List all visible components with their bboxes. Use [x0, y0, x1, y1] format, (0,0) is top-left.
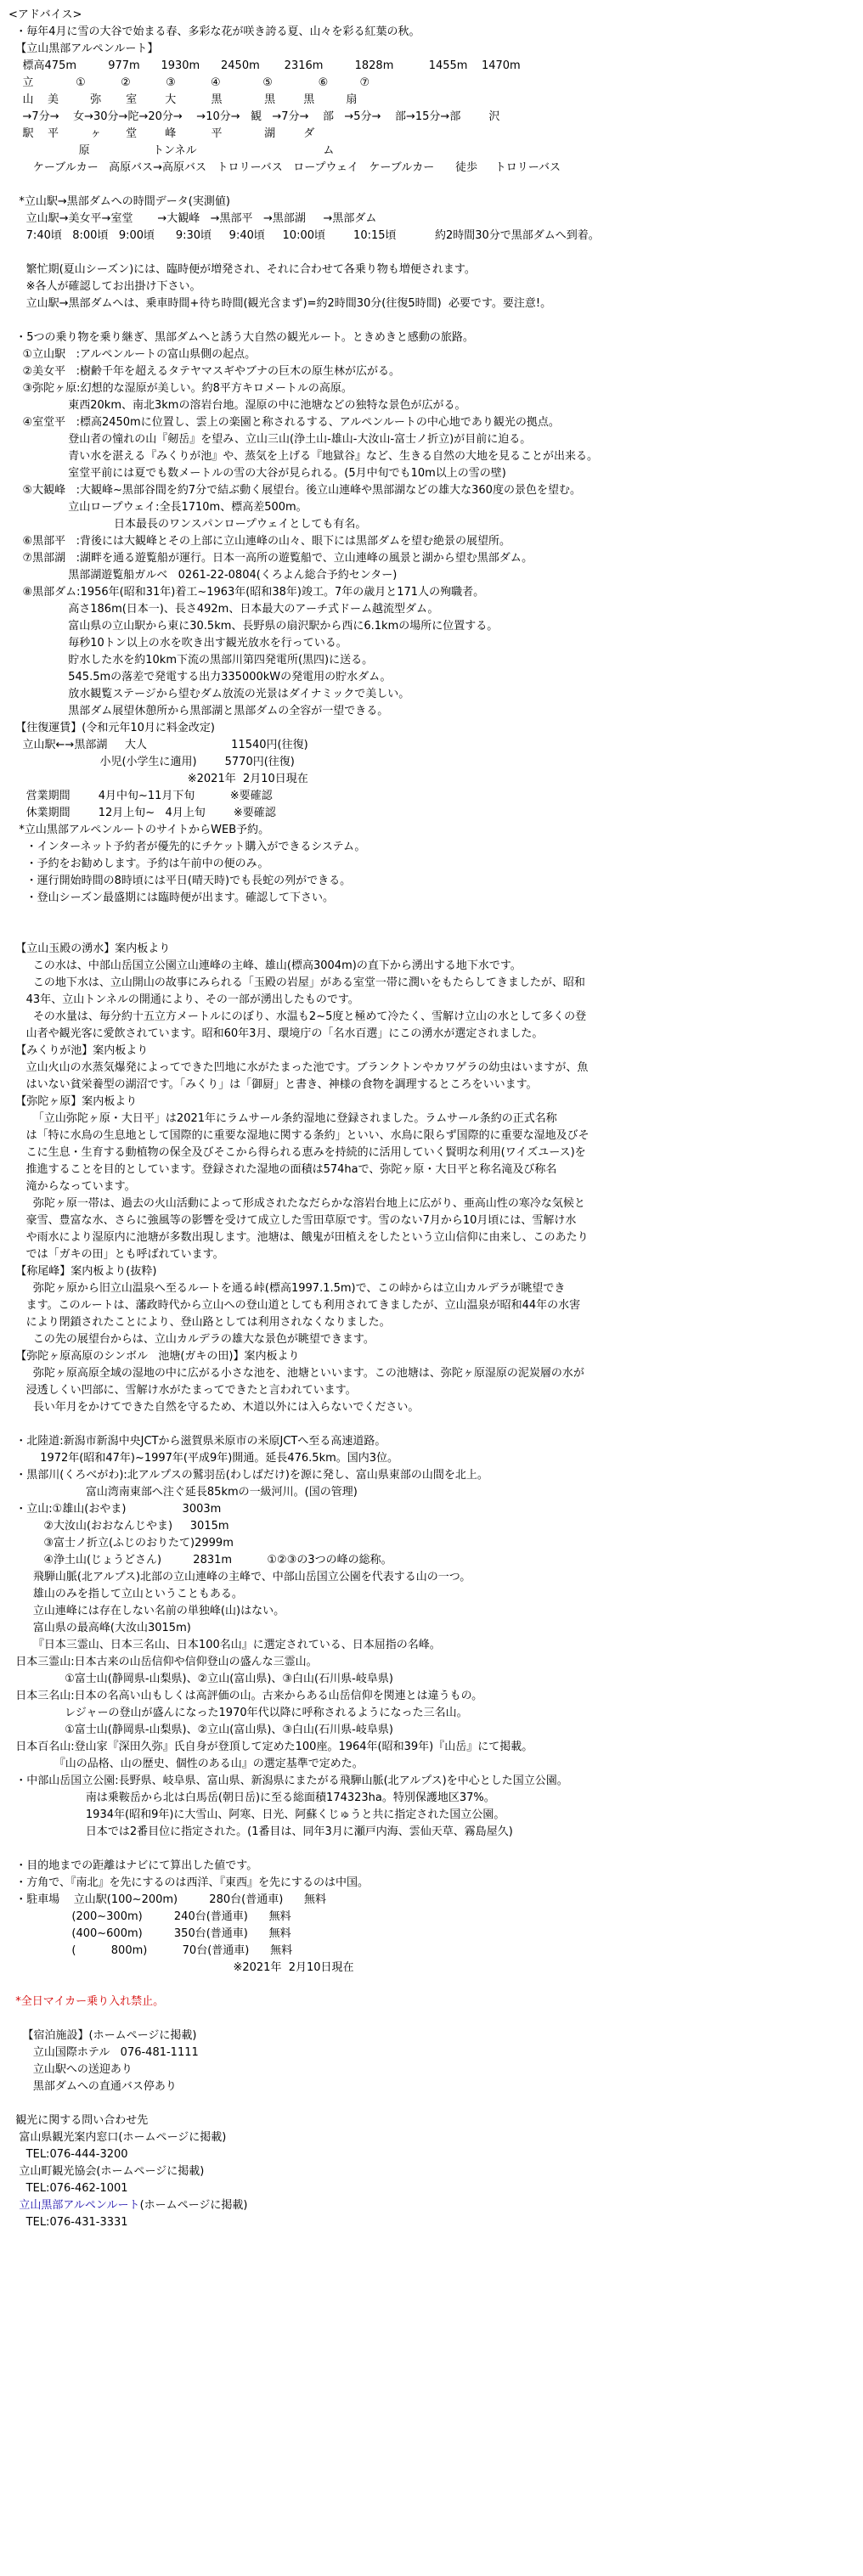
- line-text: ・黒部川(くろべがわ):北アルプスの鷲羽岳(わしばだけ)を源に発し、富山県東部の山間を北上。: [8, 1469, 488, 1482]
- line-text: 室堂平前には夏でも数メートルの雪の大谷が見られる。(5月中旬でも10m以上の雪の壁): [8, 467, 506, 480]
- line-text: 毎秒10トン以上の水を吹き出す観光放水を行っている。: [8, 637, 347, 650]
- text-line: [8, 822, 855, 839]
- line-text: 【立山黒部アルペンルート】: [8, 42, 159, 55]
- text-line: [8, 194, 855, 211]
- line-text: ・インターネット予約者が優先的にチケット購入ができるシステム。: [8, 841, 366, 853]
- text-line: [8, 1229, 855, 1246]
- line-text: ・予約をお勧めします。予約は午前中の便のみ。: [8, 858, 269, 870]
- text-line: [8, 550, 855, 567]
- line-text: (200~300m) 240台(普通車) 無料: [8, 1910, 291, 1923]
- line-text: *全日マイカー乗り入れ禁止。: [8, 1995, 165, 2008]
- line-text: ケーブルカー 高原バス→高原バス トロリーバス ロープウェイ ケーブルカー 徒歩 トロリーバス: [8, 161, 561, 174]
- text-line: [8, 1739, 855, 1756]
- text-line: [8, 805, 855, 822]
- text-line: [8, 1467, 855, 1484]
- text-line: [8, 431, 855, 448]
- line-text: 黒部湖遊覧船ガルベ 0261-22-0804(くろよん総合予約センター): [8, 569, 398, 582]
- line-text: ②美女平 :樹齢千年を超えるタテヤマスギやブナの巨木の原生林が広がる。: [8, 365, 400, 378]
- line-text: 『山の品格、山の歴史、個性のある山』の選定基準で定めた。: [8, 1758, 364, 1770]
- line-text: 立山国際ホテル 076-481-1111: [8, 2046, 199, 2059]
- text-line: [8, 2011, 855, 2028]
- text-line: [8, 2129, 855, 2146]
- text-line: [8, 1773, 855, 1790]
- text-line: [8, 499, 855, 516]
- text-line: [8, 567, 855, 584]
- text-line: [8, 228, 855, 245]
- text-line: [8, 2095, 855, 2112]
- line-text: ・中部山岳国立公園:長野県、岐阜県、富山県、新潟県にまたがる飛騨山脈(北アルプス)を中心とした国立公園。: [8, 1775, 568, 1787]
- line-text: 日本では2番目位に指定された。(1番目は、同年3月に瀬戸内海、雲仙天草、霧島屋久): [8, 1825, 513, 1838]
- text-line: [8, 126, 855, 143]
- text-line: [8, 160, 855, 177]
- text-line: [8, 177, 855, 194]
- line-text: ます。このルートは、藩政時代から立山への登山道としても利用されてきましたが、立山温泉が昭和44年の水害: [8, 1299, 581, 1312]
- line-text: 7:40頃 8:00頃 9:00頃 9:30頃 9:40頃 10:00頃 10:15頃 約2時間30分で黒部ダムへ到着。: [8, 229, 600, 242]
- text-line: [8, 1450, 855, 1467]
- text-line: [8, 1586, 855, 1603]
- line-text: 山者や観光客に愛飲されています。昭和60年3月、環境庁の「名水百選」にこの湧水が選定されました。: [8, 1027, 544, 1040]
- line-text: 立山駅→黒部ダムへは、乗車時間+待ち時間(観光含まず)=約2時間30分(往復5時間) 必要です。要注意!。: [8, 297, 552, 310]
- text-line: [8, 2044, 855, 2061]
- line-text: 【弥陀ヶ原高原のシンボル 池塘(ガキの田)】案内板より: [8, 1350, 300, 1363]
- text-line: [8, 1994, 855, 2011]
- text-line: [8, 414, 855, 431]
- line-text: 長い年月をかけてできた自然を守るため、木道以外には入らないでください。: [8, 1401, 420, 1414]
- line-text: 山 美 弥 室 大 黒 黒 黒 扇: [8, 93, 358, 106]
- line-text: 立山火山の水蒸気爆発によってできた凹地に水がたまった池です。ブランクトンやカワゲラの幼虫はいますが、魚: [8, 1061, 589, 1074]
- line-suffix: (ホームページに掲載): [139, 2199, 248, 2212]
- text-line: [8, 890, 855, 907]
- line-text: 43年、立山トンネルの開通により、その一部が湧出したものです。: [8, 993, 359, 1006]
- line-text: 推進することを目的としています。登録された湿地の面積は574haで、弥陀ヶ原・大日平と称名滝及び称名: [8, 1163, 557, 1176]
- line-text: ①富士山(静岡県-山梨県)、②立山(富山県)、③白山(石川県-岐阜県): [8, 1673, 393, 1685]
- text-line: [8, 1620, 855, 1637]
- line-text: TEL:076-462-1001: [8, 2182, 128, 2195]
- line-text: 弥陀ヶ原高原全域の湿地の中に広がる小さな池を、池塘といいます。この池塘は、弥陀ヶ原湿原の泥炭層の水が: [8, 1367, 584, 1380]
- line-text: はいない貧栄養型の湖沼です。「みくり」は「御厨」と書き、神様の食物を調理するところをいいます。: [8, 1078, 538, 1091]
- text-line: [8, 278, 855, 295]
- text-line: [8, 2197, 855, 2214]
- text-line: [8, 584, 855, 601]
- line-text: その水量は、毎分約十五立方メートルにのぼり、水温も2~5度と極めて冷たく、雪解け立山の水として多くの登: [8, 1010, 587, 1023]
- text-line: [8, 924, 855, 941]
- text-line: [8, 1858, 855, 1875]
- line-text: 545.5mの落差で発電する出力335000kWの発電用の貯水ダム。: [8, 671, 392, 683]
- text-line: [8, 703, 855, 720]
- text-line: [8, 2078, 855, 2095]
- text-line: [8, 1433, 855, 1450]
- text-line: [8, 1569, 855, 1586]
- text-line: [8, 2163, 855, 2180]
- line-text: 繁忙期(夏山シーズン)には、臨時便が増発され、それに合わせて各乗り物も増便されます。: [8, 263, 476, 276]
- line-text: *立山駅→黒部ダムへの時間データ(実測値): [8, 195, 230, 208]
- text-line: [8, 1943, 855, 1960]
- line-text: (400~600m) 350台(普通車) 無料: [8, 1927, 291, 1940]
- line-text: は「特に水鳥の生息地として国際的に重要な湿地に関する条約」といい、水鳥に限らず国際的に重要な湿地及びそ: [8, 1129, 589, 1142]
- line-text: 【宿泊施設】(ホームページに掲載): [8, 2029, 197, 2042]
- line-text: 営業期間 4月中旬~11月下旬 ※要確認: [8, 790, 273, 802]
- line-text: レジャーの登山が盛んになった1970年代以降に呼称されるようになった三名山。: [8, 1707, 468, 1719]
- text-line: [8, 1331, 855, 1348]
- line-text: 浸透しくい凹部に、雪解け水がたまってできたと言われています。: [8, 1384, 357, 1397]
- line-text: ⑤大観峰 :大観峰~黒部谷間を約7分で結ぶ動く展望台。後立山連峰や黒部湖などの雄大な360度の景色を望む。: [8, 484, 581, 497]
- text-line: [8, 1263, 855, 1280]
- line-text: 富山県の最高峰(大汝山3015m): [8, 1622, 191, 1634]
- text-line: [8, 669, 855, 686]
- line-text: 観光に関する問い合わせ先: [8, 2114, 149, 2127]
- line-text: 【立山玉殿の湧水】案内板より: [8, 942, 171, 955]
- text-line: [8, 2146, 855, 2163]
- line-text: 原 トンネル ム: [8, 144, 335, 157]
- line-text: 立山駅への送迎あり: [8, 2063, 133, 2076]
- text-line: [8, 2180, 855, 2197]
- text-line: [8, 211, 855, 228]
- text-line: [8, 618, 855, 635]
- text-line: [8, 1399, 855, 1416]
- text-line: [8, 992, 855, 1009]
- line-text: 休業期間 12月上旬~ 4月上旬 ※要確認: [8, 807, 276, 819]
- line-text: 南は乗鞍岳から北は白馬岳(朝日岳)に至る総面積174323ha。特別保護地区37%。: [8, 1791, 495, 1804]
- text-line: [8, 380, 855, 397]
- line-text: 富山湾南東部へ注ぐ延長85kmの一級河川。(国の管理): [8, 1486, 358, 1499]
- text-line: [8, 245, 855, 262]
- line-text: ①富士山(静岡県-山梨県)、②立山(富山県)、③白山(石川県-岐阜県): [8, 1724, 393, 1736]
- line-text: により閉鎖されたことにより、登山路としては利用されなくなりました。: [8, 1316, 391, 1329]
- text-line: [8, 2028, 855, 2044]
- text-line: [8, 1671, 855, 1688]
- text-line: [8, 1060, 855, 1077]
- line-text: 【称尾峰】案内板より(抜粋): [8, 1265, 157, 1278]
- line-text: <アドバイス>: [8, 8, 82, 21]
- text-line: [8, 1501, 855, 1518]
- line-text: ③富士ノ折立(ふじのおりたて)2999m: [8, 1537, 234, 1550]
- text-line: [8, 720, 855, 737]
- text-line: [8, 1654, 855, 1671]
- text-line: [8, 754, 855, 771]
- text-line: [8, 1807, 855, 1824]
- line-text: では「ガキの田」とも呼ばれています。: [8, 1248, 224, 1261]
- text-line: [8, 1977, 855, 1994]
- text-line: [8, 771, 855, 788]
- line-text: 「立山弥陀ヶ原・大日平」は2021年にラムサール条約湿地に登録されました。ラムサール条約の正式名称: [8, 1112, 557, 1125]
- line-text: 飛騨山脈(北アルプス)北部の立山連峰の主峰で、中部山岳国立公園を代表する山の一つ。: [8, 1571, 471, 1583]
- text-line: [8, 2112, 855, 2129]
- text-line: [8, 1145, 855, 1161]
- line-text: ①立山駅 :アルペンルートの富山県側の起点。: [8, 348, 257, 361]
- text-line: [8, 1094, 855, 1111]
- line-text: 日本最長のワンスパンロープウェイとしても有名。: [8, 518, 367, 531]
- line-text: 東西20km、南北3kmの溶岩台地。湿原の中に池塘などの独特な景色が広がる。: [8, 399, 466, 412]
- alpine-route-link[interactable]: 立山黒部アルペンルート: [8, 2199, 140, 2212]
- text-line: [8, 312, 855, 329]
- text-line: [8, 635, 855, 652]
- text-line: [8, 601, 855, 618]
- line-text: 豪雪、豊富な水、さらに強風等の影響を受けて成立した雪田草原です。雪のない7月から10月頃には、雪解け水: [8, 1214, 577, 1227]
- line-text: 滝からなっています。: [8, 1180, 136, 1193]
- line-text: 【往復運賃】(令和元年10月に料金改定): [8, 722, 215, 734]
- text-line: [8, 686, 855, 703]
- text-line: [8, 1314, 855, 1331]
- line-text: ④室堂平 :標高2450mに位置し、雲上の楽園と称されるする、アルペンルートの中心地であり観光の拠点。: [8, 416, 560, 429]
- line-text: ・駐車場 立山駅(100~200m) 280台(普通車) 無料: [8, 1893, 327, 1906]
- line-text: 日本三霊山:日本古来の山岳信仰や信仰登山の盛んな三霊山。: [8, 1656, 318, 1668]
- line-text: こに生息・生育する動植物の保全及びそこから得られる恵みを持続的に活用していく賢明な利用(ワイズユース)を: [8, 1146, 586, 1159]
- line-text: この地下水は、立山開山の故事にみられる「玉殿の岩屋」がある室堂一帯に潤いをもたらしてきましたが、昭和: [8, 976, 585, 989]
- text-line: [8, 1756, 855, 1773]
- line-text: 富山県観光案内窓口(ホームページに掲載): [8, 2131, 227, 2144]
- line-text: ⑥黒部平 :背後には大観峰とその上部に立山連峰の山々、眼下には黒部ダムを望む絶景の展望所。: [8, 535, 510, 548]
- text-line: [8, 958, 855, 975]
- text-line: [8, 75, 855, 92]
- line-text: ( 800m) 70台(普通車) 無料: [8, 1944, 293, 1957]
- text-line: [8, 873, 855, 890]
- line-text: ・登山シーズン最盛期には臨時便が出ます。確認して下さい。: [8, 891, 334, 904]
- text-line: [8, 2061, 855, 2078]
- line-text: 駅 平 ヶ 堂 峰 平 湖 ダ: [8, 127, 315, 140]
- text-line: [8, 856, 855, 873]
- line-text: ・立山:①雄山(おやま) 3003m: [8, 1503, 222, 1516]
- line-text: ⑦黒部湖 :湖畔を通る遊覧船が運行。日本一高所の遊覧船で、立山連峰の風景と湖から望む黒部ダム。: [8, 552, 533, 565]
- text-line: [8, 1637, 855, 1654]
- text-line: [8, 465, 855, 482]
- text-line: [8, 1705, 855, 1722]
- text-line: [8, 482, 855, 499]
- line-text: ・運行開始時間の8時頃には平日(晴天時)でも長蛇の列ができる。: [8, 875, 352, 887]
- text-line: [8, 363, 855, 380]
- text-line: [8, 1909, 855, 1926]
- text-line: [8, 1603, 855, 1620]
- text-line: [8, 109, 855, 126]
- line-text: ③弥陀ヶ原:幻想的な湿原が美しい。約8平方キロメートルの高原。: [8, 382, 353, 395]
- text-line: [8, 295, 855, 312]
- line-text: ・目的地までの距離はナビにて算出した値です。: [8, 1859, 258, 1872]
- line-text: 日本百名山:登山家『深田久弥』氏自身が登頂して定めた100座。1964年(昭和39年)『山岳』にて掲載。: [8, 1741, 533, 1753]
- text-line: [8, 1824, 855, 1841]
- text-line: [8, 737, 855, 754]
- line-text: 1972年(昭和47年)~1997年(平成9年)開通。延長476.5km。国内3位。: [8, 1452, 399, 1465]
- line-text: ②大汝山(おおなんじやま) 3015m: [8, 1520, 229, 1533]
- line-text: ※2021年 2月10日現在: [8, 773, 308, 785]
- text-line: [8, 1365, 855, 1382]
- line-text: →7分→ 女→30分→陀→20分→ →10分→ 観 →7分→ 部 →5分→ 部→15分→部 沢: [8, 110, 500, 123]
- line-text: 立 ① ② ③ ④ ⑤ ⑥ ⑦: [8, 76, 370, 89]
- text-line: [8, 533, 855, 550]
- line-text: ・北陸道:新潟市新潟中央JCTから滋賀県米原市の米原JCTへ至る高速道路。: [8, 1435, 386, 1448]
- line-text: 青い水を湛える『みくりが池』や、蒸気を上げる『地獄谷』など、生きる自然の大地を見ることが出来る。: [8, 450, 598, 463]
- text-line: [8, 941, 855, 958]
- advice-document: [8, 7, 855, 2231]
- text-line: [8, 262, 855, 278]
- line-text: 登山者の憧れの山『剱岳』を望み、立山三山(浄土山-雄山-大汝山-富士ノ折立)が目前に迫る。: [8, 433, 532, 446]
- text-line: [8, 1161, 855, 1178]
- text-line: [8, 652, 855, 669]
- text-line: [8, 448, 855, 465]
- text-line: [8, 1111, 855, 1128]
- text-line: [8, 1348, 855, 1365]
- line-text: 【弥陀ヶ原】案内板より: [8, 1095, 138, 1108]
- line-text: 黒部ダム展望休憩所から黒部湖と黒部ダムの全容が一望できる。: [8, 705, 389, 717]
- text-line: [8, 397, 855, 414]
- text-line: [8, 1790, 855, 1807]
- line-text: 雄山のみを指して立山ということもある。: [8, 1588, 243, 1600]
- text-line: [8, 58, 855, 75]
- text-line: [8, 1382, 855, 1399]
- line-text: 立山駅←→黒部湖 大人 11540円(往復): [8, 739, 308, 751]
- text-line: [8, 1178, 855, 1195]
- text-line: [8, 907, 855, 924]
- text-line: [8, 1297, 855, 1314]
- text-line: [8, 1026, 855, 1043]
- text-line: [8, 788, 855, 805]
- line-text: 日本三名山:日本の名高い山もしくは高評価の山。古来からある山岳信仰を関連とは違うもの。: [8, 1690, 483, 1702]
- text-line: [8, 1535, 855, 1552]
- line-text: 富山県の立山駅から東に30.5km、長野県の扇沢駅から西に6.1kmの場所に位置する。: [8, 620, 499, 633]
- text-line: [8, 1552, 855, 1569]
- line-text: TEL:076-431-3331: [8, 2216, 128, 2229]
- line-text: ・5つの乗り物を乗り継ぎ、黒部ダムへと誘う大自然の観光ルート。ときめきと感動の旅路。: [8, 331, 474, 344]
- line-text: 立山ロープウェイ:全長1710m、標高差500m。: [8, 501, 307, 514]
- line-text: 小児(小学生に適用) 5770円(往復): [8, 756, 295, 768]
- line-text: 立山連峰には存在しない名前の単独峰(山)はない。: [8, 1605, 285, 1617]
- text-line: [8, 975, 855, 992]
- line-text: 貯水した水を約10km下流の黒部川第四発電所(黒四)に送る。: [8, 654, 374, 666]
- text-line: [8, 1892, 855, 1909]
- text-line: [8, 1926, 855, 1943]
- line-text: ※2021年 2月10日現在: [8, 1961, 354, 1974]
- line-text: 弥陀ヶ原一帯は、過去の火山活動によって形成されたなだらかな溶岩台地上に広がり、亜高山性の寒冷な気候と: [8, 1197, 585, 1210]
- text-line: [8, 143, 855, 160]
- text-line: [8, 1722, 855, 1739]
- line-text: 『日本三霊山、日本三名山、日本100名山』に選定されている、日本屈指の名峰。: [8, 1639, 441, 1651]
- text-line: [8, 24, 855, 41]
- text-line: [8, 1280, 855, 1297]
- line-text: 1934年(昭和9年)に大雪山、阿寒、日光、阿蘇くじゅうと共に指定された国立公園。: [8, 1808, 505, 1821]
- text-line: [8, 7, 855, 24]
- text-line: [8, 1009, 855, 1026]
- text-line: [8, 329, 855, 346]
- line-text: ④浄土山(じょうどさん) 2831m ①②③の3つの峰の総称。: [8, 1554, 392, 1566]
- line-text: この水は、中部山岳国立公園立山連峰の主峰、雄山(標高3004m)の直下から湧出する地下水です。: [8, 959, 522, 972]
- line-text: ⑧黒部ダム:1956年(昭和31年)着工~1963年(昭和38年)竣工。7年の歳月と171人の殉職者。: [8, 586, 485, 599]
- text-line: [8, 1484, 855, 1501]
- line-text: この先の展望台からは、立山カルデラの雄大な景色が眺望できます。: [8, 1333, 375, 1346]
- text-line: [8, 92, 855, 109]
- text-line: [8, 1077, 855, 1094]
- text-line: [8, 2214, 855, 2231]
- line-text: ・毎年4月に雪の大谷で始まる春、多彩な花が咲き誇る夏、山々を彩る紅葉の秋。: [8, 25, 420, 38]
- line-text: 【みくりが池】案内板より: [8, 1044, 149, 1057]
- text-line: [8, 346, 855, 363]
- text-line: [8, 41, 855, 58]
- line-text: 標高475m 977m 1930m 2450m 2316m 1828m 1455m 1470m: [8, 59, 521, 72]
- text-line: [8, 516, 855, 533]
- text-line: [8, 1246, 855, 1263]
- line-text: 放水観覧ステージから望むダム放流の光景はダイナミックで美しい。: [8, 688, 410, 700]
- text-line: [8, 1688, 855, 1705]
- line-text: や雨水により湿原内に池塘が多数出現します。池塘は、餓鬼が田植えをしたという立山信仰に由来し、このあたり: [8, 1231, 589, 1244]
- text-line: [8, 1841, 855, 1858]
- text-line: [8, 1043, 855, 1060]
- line-text: ・方角で、『南北』を先にするのは西洋、『東西』を先にするのは中国。: [8, 1876, 369, 1889]
- line-text: 立山町観光協会(ホームページに掲載): [8, 2165, 205, 2178]
- text-line: [8, 1960, 855, 1977]
- text-line: [8, 839, 855, 856]
- line-text: 立山駅→美女平→室堂 →大観峰 →黒部平 →黒部湖 →黒部ダム: [8, 212, 377, 225]
- text-line: [8, 1518, 855, 1535]
- line-text: TEL:076-444-3200: [8, 2148, 128, 2161]
- text-line: [8, 1195, 855, 1212]
- line-text: 高さ186m(日本一)、長さ492m、日本最大のアーチ式ドーム越流型ダム。: [8, 603, 439, 616]
- line-text: 黒部ダムへの直通バス停あり: [8, 2080, 177, 2093]
- line-text: ※各人が確認してお出掛け下さい。: [8, 280, 201, 293]
- line-text: *立山黒部アルペンルートのサイトからWEB予約。: [8, 824, 270, 836]
- text-line: [8, 1875, 855, 1892]
- text-line: [8, 1416, 855, 1433]
- text-line: [8, 1128, 855, 1145]
- text-line: [8, 1212, 855, 1229]
- line-text: 弥陀ヶ原から旧立山温泉へ至るルートを通る峠(標高1997.1.5m)で、この峠からは立山カルデラが眺望でき: [8, 1282, 566, 1295]
